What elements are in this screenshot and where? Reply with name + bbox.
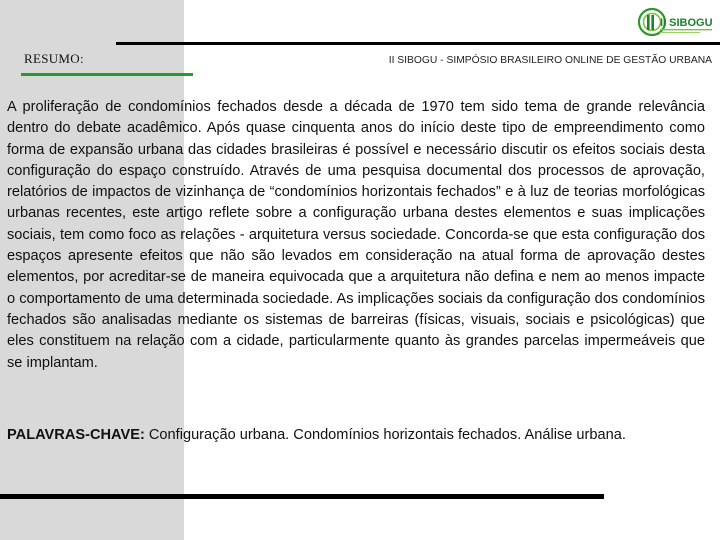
resumo-label: RESUMO:: [24, 51, 84, 66]
keywords-text: Configuração urbana. Condomínios horizontais fechados. Análise urbana.: [144, 427, 626, 443]
sibogu-logo: [636, 4, 716, 40]
logo-text: II SIBOGU: [660, 17, 713, 29]
header-rule: [116, 42, 720, 45]
keywords: [7, 425, 705, 445]
resumo-underline: [21, 73, 193, 76]
footer-rule: [0, 494, 604, 499]
keywords-label: PALAVRAS-CHAVE:: [7, 427, 145, 443]
abstract-text: A proliferação de condomínios fechados desde a década de 1970 tem sido tema de grande relevância dentro do debate acadêmico. Após quase cinquenta anos do início deste tipo de empreendimento como forma de expansão urbana das cidades brasileiras é possível e necessário discutir os efeitos sociais desta configuração do espaço construído. Através de uma pesquisa documental dos processos de aprovação, relatórios de impactos de vizinhança de “condomínios horizontais fechados” e à luz de teorias morfológicas urbanas recentes, este artigo reflete sobre a configuração urbana destes elementos e suas implicações sociais, tem como foco as relações - arquitetura versus sociedade. Concorda-se que esta configuração dos espaços apresente efeitos que não são levados em consideração na atual forma de aprovação destes elementos, por acreditar-se de maneira equivocada que a arquitetura não defina e nem ao menos impacte o comportamento de uma determinada sociedade. As implicações sociais da configuração dos condomínios fechados são analisadas mediante os sistemas de barreiras (físicas, visuais, sociais e psicológicas) que eles constituem na relação com a cidade, particularmente quanto às grandes parcelas impermeáveis que se implantam.: [7, 99, 705, 371]
event-title: II SIBOGU - SIMPÓSIO BRASILEIRO ONLINE DE GESTÃO URBANA: [388, 55, 712, 66]
